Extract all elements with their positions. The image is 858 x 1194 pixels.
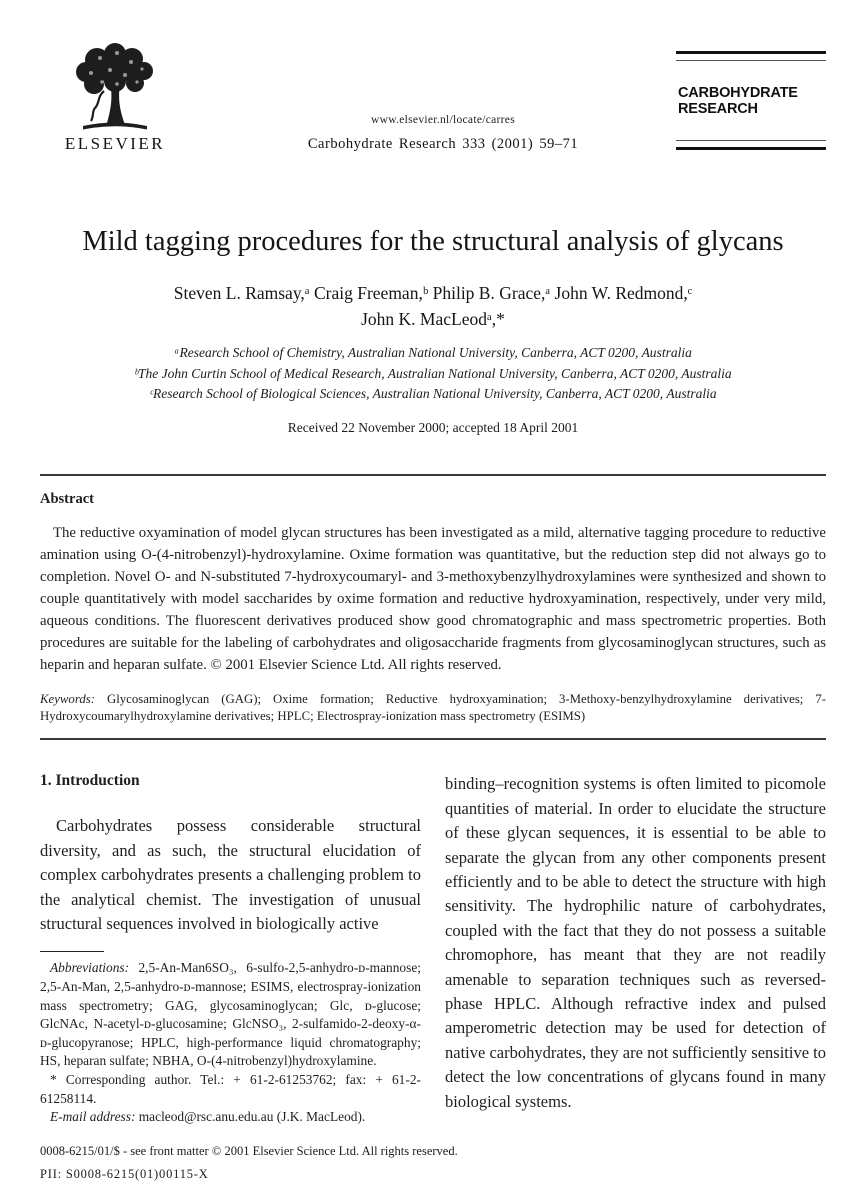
header-center: [190, 114, 676, 154]
publisher-name: ELSEVIER: [64, 134, 166, 153]
page-footer: [40, 1144, 458, 1182]
footnote-rule: [40, 951, 104, 952]
divider-rule-bottom: [40, 738, 826, 740]
email-label: E-mail address:: [50, 1109, 136, 1125]
abstract-text: The reductive oxyamination of model glycan structures has been investigated as a mild, alternative tagging procedure to reductive amination using O-(4-nitrobenzyl)-hydroxylamine. Oxime formation was quantitative, but the reduction step did not always go to completion. Novel O- and N-substituted 7-hydroxycoumaryl- and 3-methoxybenzylhydroxylamines were synthesized and shown to couple quantitatively with model saccharides by oxime formation and reductive hydroxyamination, respectively, under very mild, aqueous conditions. The fluorescent derivatives produced show good chromatographic and mass spectrometric properties. Both procedures are suitable for the labeling of carbohydrates and oligosaccharide fragments from glycosaminoglycan structures, such as heparin and heparan sulfate. © 2001 Elsevier Science Ltd. All rights reserved.: [40, 524, 826, 673]
introduction-left-paragraph: Carbohydrates possess considerable structural diversity, and as such, the structural elucidation of complex carbohydrates presents a challenging problem to the analytical chemist. The investigation of unusual structural sequences involved in biologically active: [40, 816, 421, 934]
journal-box-top-rule: [676, 51, 826, 61]
divider-rule-top: [40, 474, 826, 476]
body-columns: [40, 772, 826, 1126]
journal-box-bottom-rule: [676, 140, 826, 150]
authors: [40, 281, 826, 332]
affiliations: [40, 343, 826, 405]
abbreviations-label: Abbreviations:: [50, 960, 130, 976]
footnote-block: [40, 951, 421, 1126]
keywords: [40, 691, 826, 726]
footer-issn-line: 0008-6215/01/$ - see front matter © 2001 Elsevier Science Ltd. All rights reserved.: [40, 1144, 458, 1158]
journal-title: [678, 85, 826, 118]
left-column: [40, 772, 421, 1126]
elsevier-logo-block: [40, 42, 190, 154]
corresponding-author-note: * Corresponding author. Tel.: + 61-2-61253762; fax: + 61-2-61258114.: [40, 1072, 421, 1106]
abbreviations-text: 2,5-An-Man6SO₃, 6-sulfo-2,5-anhydro-ᴅ-mannose; 2,5-An-Man, 2,5-anhydro-ᴅ-mannose; ESIMS, electrospray-ionization mass spectrometry; GAG, glycosaminoglycan; Glc, ᴅ-glucose; GlcNAc, N-acetyl-ᴅ-glucosamine; GlcNSO₃, 2-sulfamido-2-deoxy-α-ᴅ-glucopyranose; HPLC, high-performance liquid chromatography; HS, heparan sulfate; NBHA, O-(4-nitrobenzyl)hydroxylamine.: [40, 960, 421, 1069]
email-text: macleod@rsc.anu.edu.au (J.K. MacLeod).: [135, 1109, 366, 1125]
keywords-label: Keywords:: [40, 691, 95, 706]
journal-title-line1: CARBOHYDRATE: [678, 84, 798, 101]
authors-line-2: John K. MacLeodᵃ,*: [361, 308, 505, 329]
affiliation-a: ᵃResearch School of Chemistry, Australian National University, Canberra, ACT 0200, Australia: [174, 345, 692, 361]
keywords-text: Glycosaminoglycan (GAG); Oxime formation; Reductive hydroxyamination; 3-Methoxy-benzylhydroxylamine derivatives; 7-Hydroxycoumarylhydroxylamine derivatives; HPLC; Electrospray-ionization mass spectrometry (ESIMS): [40, 691, 826, 724]
right-column: [445, 772, 826, 1126]
introduction-heading: 1. Introduction: [40, 772, 140, 790]
email-note: [40, 1108, 421, 1127]
abstract-heading: Abstract: [40, 490, 94, 507]
page-header: [40, 42, 826, 154]
received-dates: Received 22 November 2000; accepted 18 April 2001: [287, 419, 579, 435]
authors-line-1: Steven L. Ramsay,ᵃ Craig Freeman,ᵇ Philip B. Grace,ᵃ John W. Redmond,ᶜ: [173, 283, 693, 304]
affiliation-b: ᵇThe John Curtin School of Medical Research, Australian National University, Canberra, ACT 0200, Australia: [134, 365, 732, 381]
journal-citation: Carbohydrate Research 333 (2001) 59–71: [307, 136, 579, 152]
journal-url: www.elsevier.nl/locate/carres: [371, 114, 515, 126]
journal-title-line2: RESEARCH: [678, 101, 758, 118]
article-title: Mild tagging procedures for the structural analysis of glycans: [82, 226, 784, 257]
introduction-right-paragraph: binding–recognition systems is often limited to picomole quantities of material. In order to elucidate the structure of these glycan sequences, it is essential to be able to separate the glycan from any other components present efficiently and to be able to detect the structure with high sensitivity. The hydrophilic nature of carbohydrates, coupled with the fact that they do not possess a suitable chromophore, has meant that they are not readily amenable to separation techniques such as reversed-phase HPLC. Although refractive index and pulsed amperometric detection may be used for detection of native carbohydrates, they are not sufficiently sensitive to detect the low concentrations of glycans found in many biological systems.: [445, 774, 826, 1111]
elsevier-tree-icon: [67, 42, 163, 132]
abbreviations-note: [40, 959, 421, 1071]
journal-title-box: [676, 51, 826, 150]
footer-pii-line: PII: S0008-6215(01)00115-X: [40, 1167, 209, 1181]
affiliation-c: ᶜResearch School of Biological Sciences, Australian National University, Canberra, ACT 0200, Australia: [149, 386, 717, 402]
